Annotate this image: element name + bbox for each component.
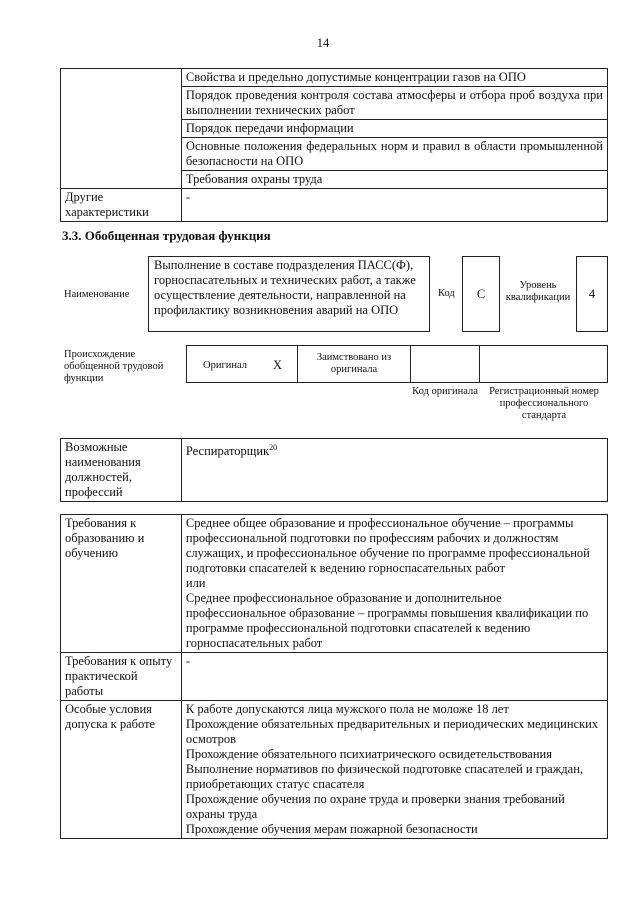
function-name-value: Выполнение в составе подразделения ПАСС(Ф), горноспасательных и технических работ, а также осуществление деятельности, направленной на профилактику возникновения аварий на ОПО [154, 258, 416, 317]
original-label: Оригинал [203, 360, 247, 371]
requirement-line: Прохождение обучения по охране труда и проверки знания требований охраны труда [185, 792, 565, 821]
table-cell [181, 653, 607, 701]
table-cell: Основные положения федеральных норм и правил в области промышленной безопасности на ОПО [181, 138, 607, 171]
origin-code-box [410, 345, 480, 383]
table-cell-empty [61, 69, 182, 189]
table-cell: Порядок передачи информации [181, 120, 607, 138]
code-value: С [476, 287, 486, 301]
origin-original-box [186, 345, 298, 383]
table-row [61, 653, 608, 701]
borrowed-label: Заимствовано из оригинала [316, 352, 392, 375]
table-row [61, 515, 608, 653]
table-cell-label: Другие характеристики [61, 189, 182, 222]
requirement-line: Прохождение обязательного психиатрического освидетельствования [185, 747, 552, 761]
top-table [60, 68, 608, 222]
table-cell-label: Требования к образованию и обучению [61, 515, 182, 653]
code-label: Код [438, 288, 455, 299]
table-cell: - [181, 189, 607, 222]
table-cell-label: Требования к опыту практической работы [61, 653, 182, 701]
table-row [61, 189, 608, 222]
level-box [576, 256, 608, 332]
table-cell-label: Возможные наименования должностей, профессий [61, 439, 182, 502]
origin-label: Происхождение обобщенной трудовой функции [64, 349, 164, 384]
table-cell: Требования охраны труда [181, 171, 607, 189]
requirement-line: или [185, 576, 206, 590]
original-mark: X [273, 358, 283, 372]
footnote-marker: 20 [269, 443, 278, 452]
table-row [61, 439, 608, 502]
table-row [61, 701, 608, 839]
name-label: Наименование [64, 289, 130, 300]
position-value: Респираторщик [185, 444, 270, 459]
table-cell-label: Особые условия допуска к работе [61, 701, 182, 839]
table-cell [181, 701, 607, 839]
requirement-line: Среднее профессиональное образование и дополнительное профессиональное образование – программы повышения квалификации по программе профессиональной подготовки спасателей к ведению горноспасательных работ [185, 591, 589, 650]
requirement-line: Выполнение нормативов по физической подготовке спасателей и граждан, приобретающих статус спасателя [185, 762, 584, 791]
table-cell: Свойства и предельно допустимые концентрации газов на ОПО [181, 69, 607, 87]
table-row [61, 69, 608, 87]
level-value: 4 [588, 287, 596, 301]
requirements-table [60, 514, 608, 839]
requirement-line: - [185, 654, 191, 668]
requirement-line: Прохождение обучения мерам пожарной безопасности [185, 822, 478, 836]
origin-borrowed-box [297, 345, 411, 383]
requirement-line: Прохождение обязательных предварительных и периодических медицинских осмотров [185, 717, 599, 746]
section-heading: 3.3. Обобщенная трудовая функция [62, 228, 271, 243]
positions-table [60, 438, 608, 502]
level-label: Уровень квалификации [505, 280, 571, 303]
table-cell: Порядок проведения контроля состава атмосферы и отбора проб воздуха при выполнении технических работ [181, 87, 607, 120]
requirement-line: Среднее общее образование и профессиональное обучение – программы профессиональной подготовки по профессиям рабочих и должностям служащих, и профессиональное обучение по программе профессиональной подготовки спасателей к ведению горноспасательных работ [185, 516, 590, 575]
reg-caption: Регистрационный номер профессионального стандарта [489, 386, 599, 421]
function-name-box [148, 256, 430, 332]
code-box [462, 256, 500, 332]
requirement-line: К работе допускаются лица мужского пола не моложе 18 лет [185, 702, 509, 716]
origin-reg-box [479, 345, 608, 383]
page-number: 14 [316, 36, 330, 50]
code-caption: Код оригинала [412, 386, 478, 397]
table-cell [181, 439, 607, 502]
table-cell [181, 515, 607, 653]
